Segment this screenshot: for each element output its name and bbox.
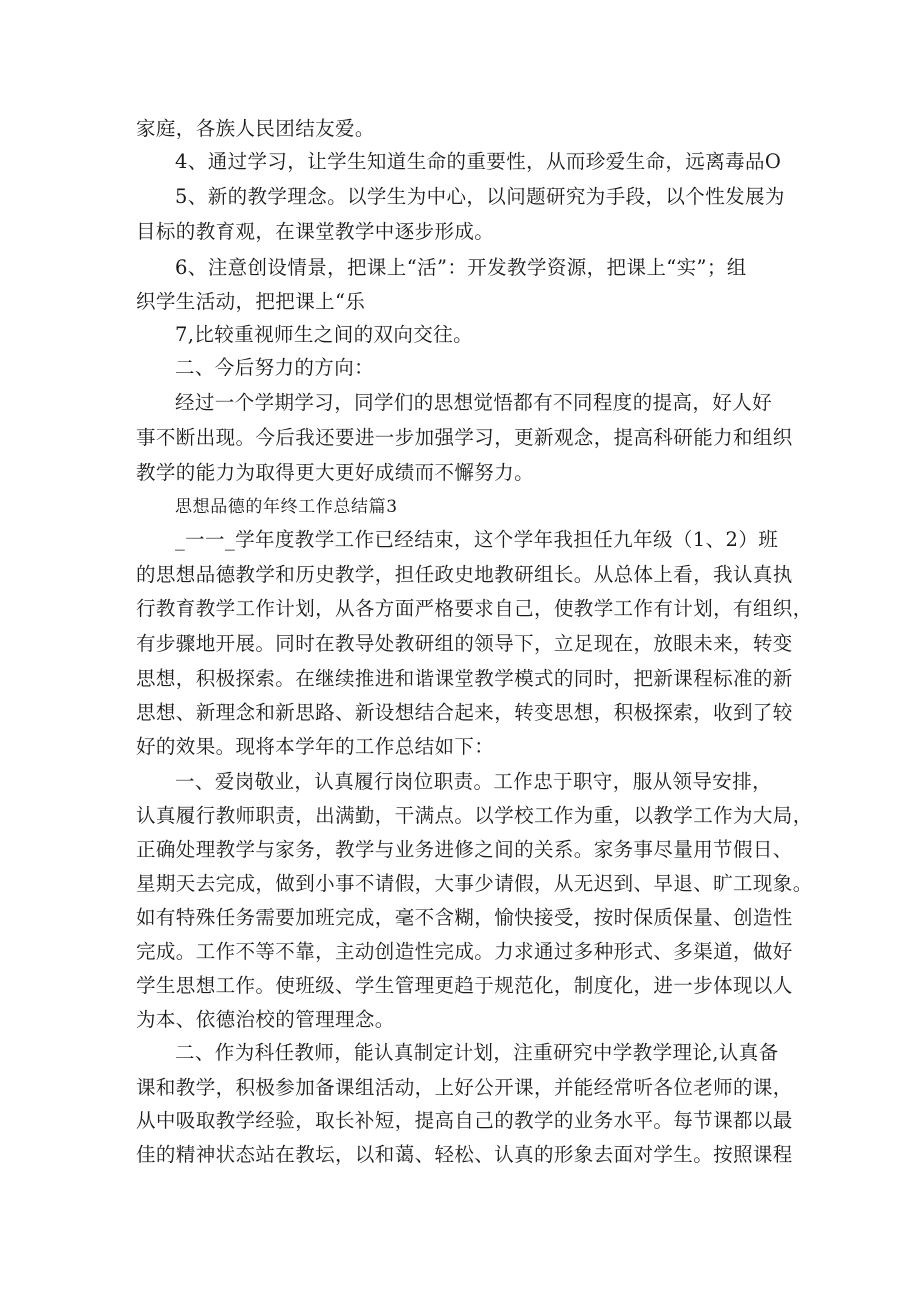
paragraph-line: 为本、依德治校的管理理念。 [136,1008,395,1031]
paragraph-line: 正确处理教学与家务，教学与业务进修之间的关系。家务事尽量用节假日、 [136,838,793,861]
paragraph-line: 星期天去完成，做到小事不请假，大事少请假，从无迟到、早退、旷工现象。 [136,872,813,895]
text-line: 家庭，各族人民团结友爱。 [136,117,375,140]
paragraph-line: 教学的能力为取得更大更好成绩而不懈努力。 [136,461,535,484]
paragraph-line: 认真履行教师职责，出满勤，干满点。以学校工作为重，以教学工作为大局， [136,804,813,827]
paragraph-line: 如有特殊任务需要加班完成，毫不含糊，愉快接受，按时保质保量、创造性 [136,906,793,929]
paragraph-line: 二、作为科任教师，能认真制定计划，注重研究中学教学理论,认真备 [175,1041,779,1064]
paragraph-line: 事不断出现。今后我还要进一步加强学习，更新观念，提高科研能力和组织 [136,426,793,449]
list-item-6: 6、注意创设情景，把课上“活”：开发教学资源，把课上“实”；组 [175,256,747,279]
list-item-5: 5、新的教学理念。以学生为中心，以问题研究为手段，以个性发展为 [175,185,785,208]
paragraph-line: 思想、新理念和新思路、新设想结合起来，转变思想，积极探索，收到了较 [136,701,793,724]
paragraph-line: 的思想品德教学和历史教学，担任政史地教研组长。从总体上看，我认真执 [136,563,793,586]
list-item-7: 7,比较重视师生之间的双向交往。 [175,323,474,346]
paragraph-line: 有步骤地开展。同时在教导处教研组的领导下，立足现在，放眼未来，转变 [136,632,793,655]
paragraph-line: 行教育教学工作计划，从各方面严格要求自己，使教学工作有计划，有组织， [136,597,813,620]
paragraph-line: 课和教学，积极参加备课组活动，上好公开课，并能经常听各位老师的课， [136,1076,793,1099]
text-line: 织学生活动，把把课上“乐 [136,290,366,313]
text-line: 目标的教育观，在课堂教学中逐步形成。 [136,220,495,243]
section-heading: 二、今后努力的方向： [175,356,375,379]
paragraph-line: 学生思想工作。使班级、学生管理更趋于规范化，制度化，进一步体现以人 [136,974,793,997]
paragraph-line: _一一_学年度教学工作已经结束，这个学年我担任九年级（1、2）班 [175,528,779,551]
paragraph-line: 思想，积极探索。在继续推进和谐课堂教学模式的同时，把新课程标准的新 [136,667,793,690]
paragraph-line: 佳的精神状态站在教坛，以和蔼、轻松、认真的形象去面对学生。按照课程 [136,1143,793,1166]
list-item-4: 4、通过学习，让学生知道生命的重要性，从而珍爱生命，远离毒品O [175,150,782,173]
paragraph-line: 经过一个学期学习，同学们的思想觉悟都有不同程度的提高，好人好 [175,391,773,414]
article-title: 思想品德的年终工作总结篇3 [175,497,398,517]
paragraph-line: 完成。工作不等不靠，主动创造性完成。力求通过多种形式、多渠道，做好 [136,940,793,963]
paragraph-line: 从中吸取教学经验，取长补短，提高自己的教学的业务水平。每节课都以最 [136,1109,793,1132]
paragraph-line: 一、爱岗敬业，认真履行岗位职责。工作忠于职守，服从领导安排， [175,770,773,793]
paragraph-line: 好的效果。现将本学年的工作总结如下： [136,735,495,758]
